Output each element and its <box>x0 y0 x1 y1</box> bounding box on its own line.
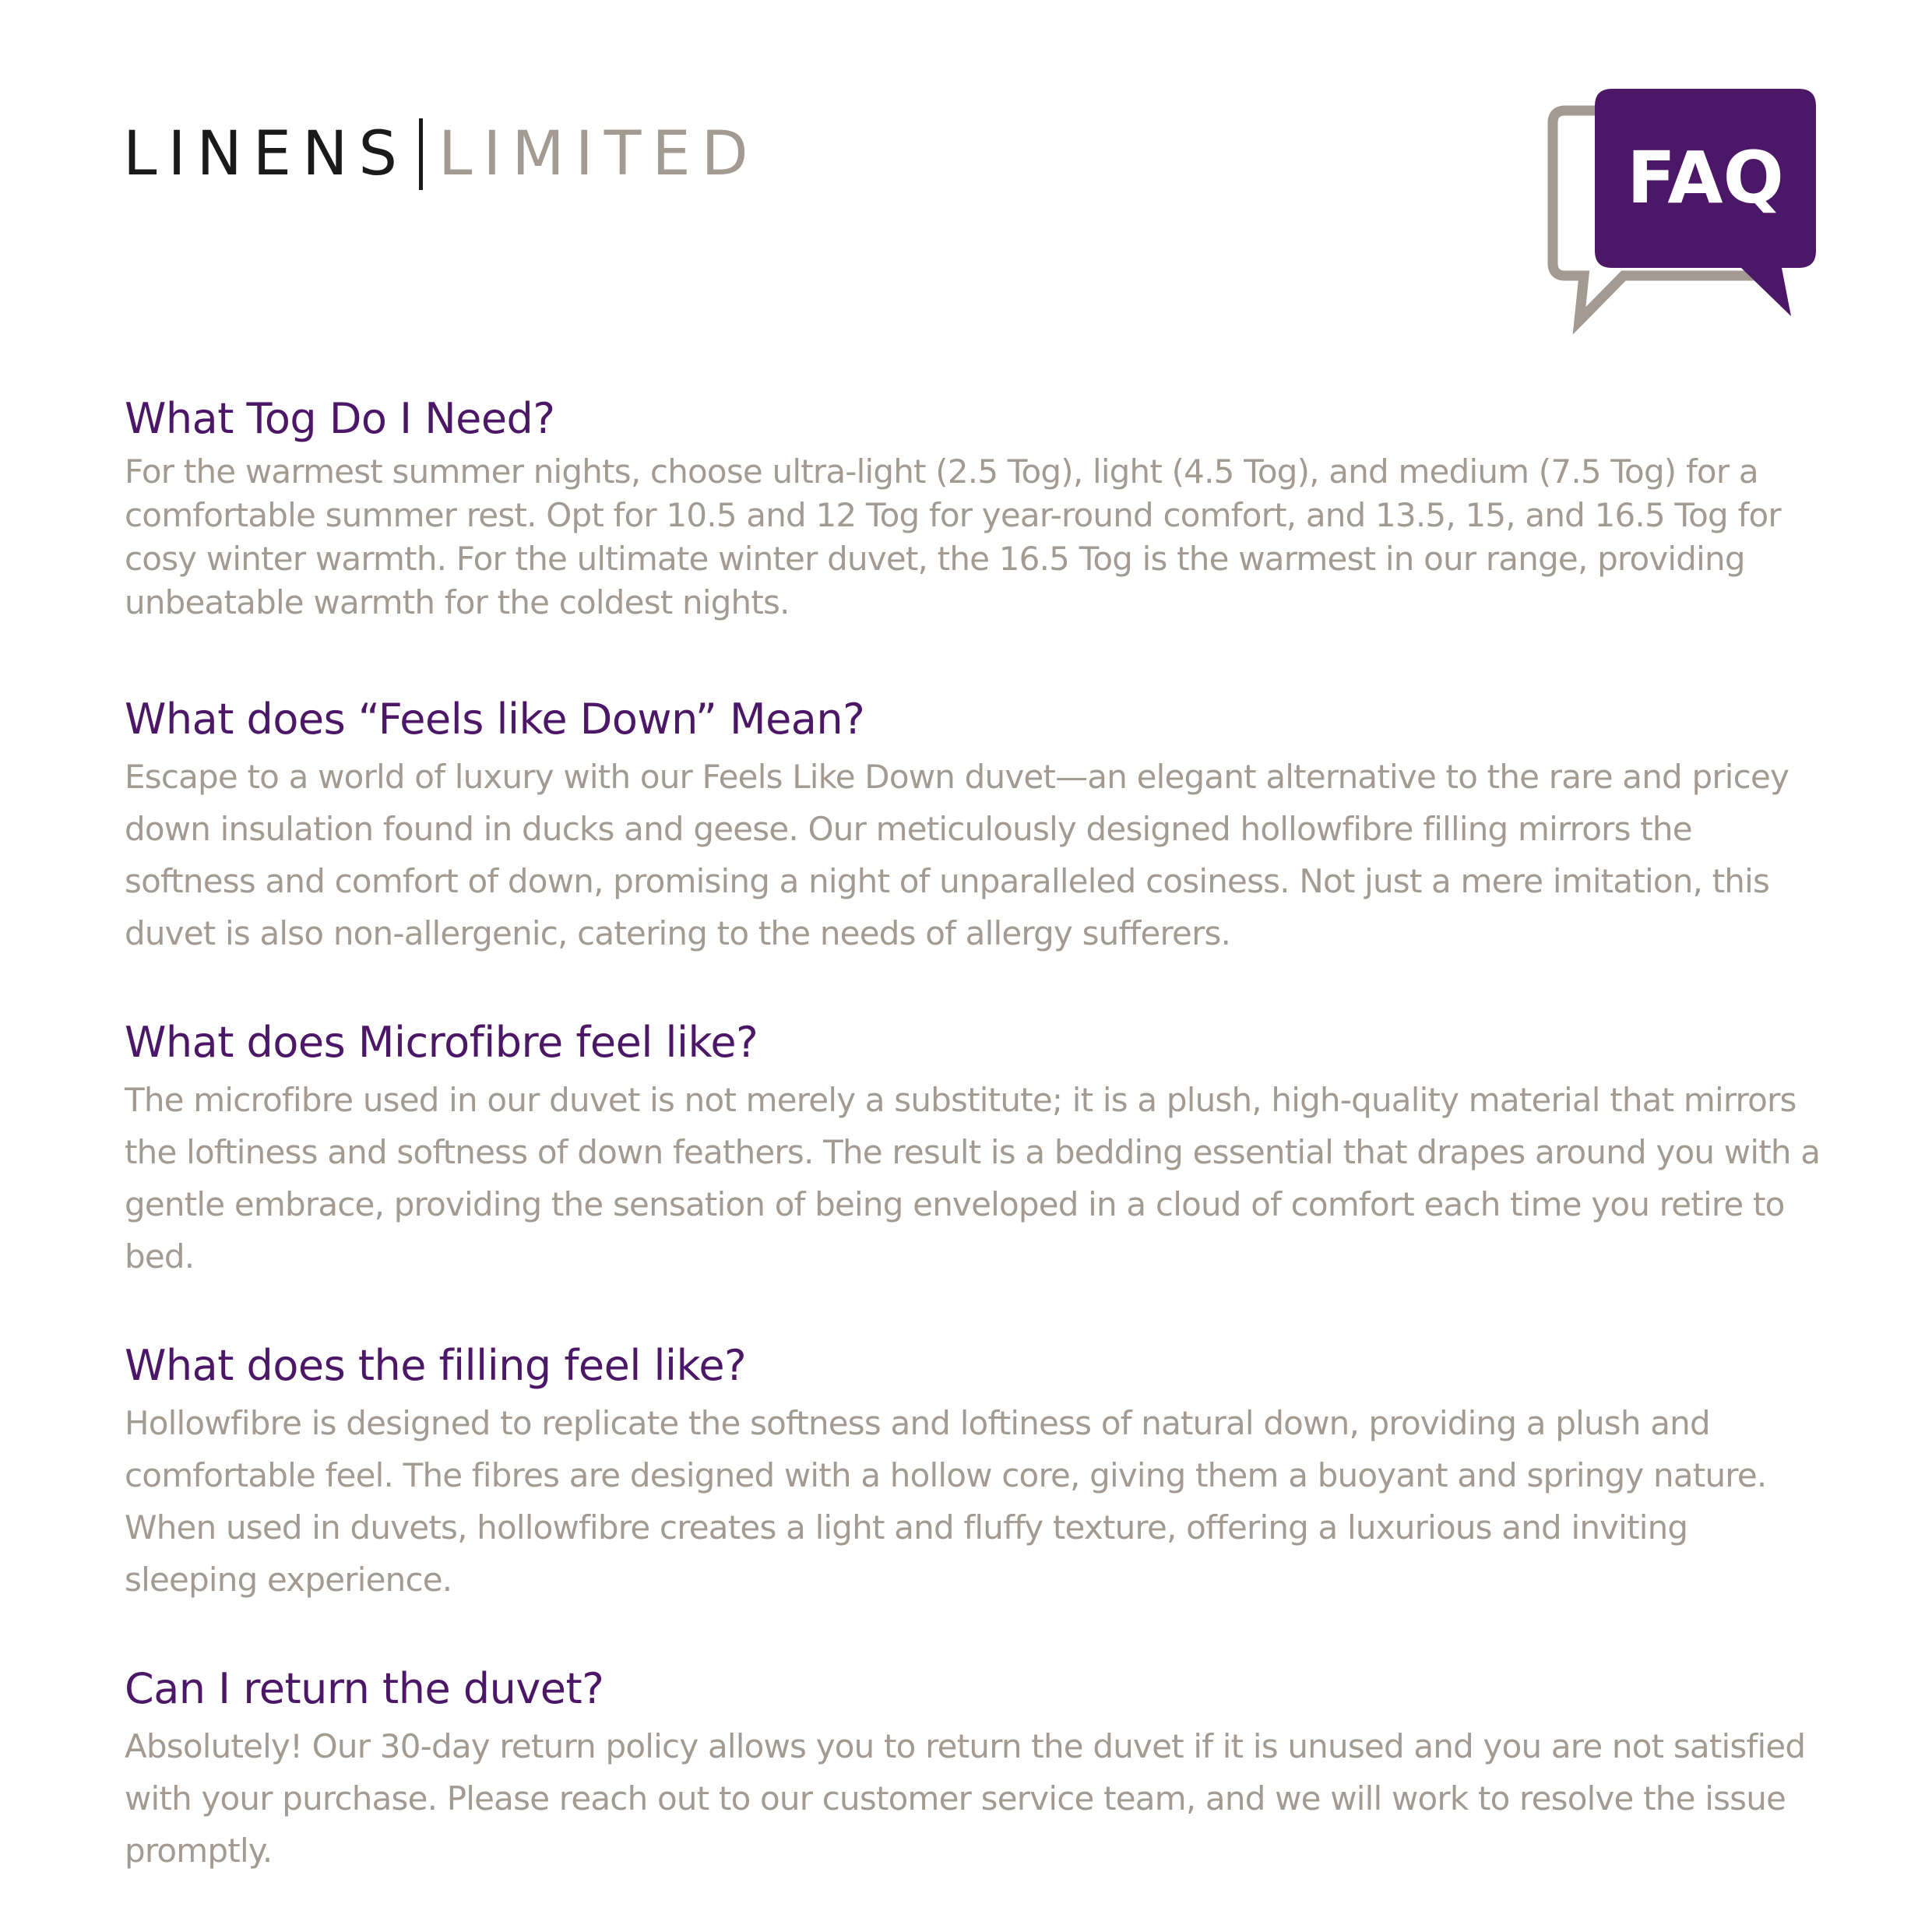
faq-list <box>125 388 1830 1877</box>
faq-question: What does Microfibre feel like? <box>125 1018 758 1067</box>
faq-answer: For the warmest summer nights, choose ultra-light (2.5 Tog), light (4.5 Tog), and medium (7.5 Tog) for a comfortable summer rest. Opt for 10.5 and 12 Tog for year-round comfort, and 13.5, 15, and 16.5 Tog for cosy winter warmth. For the ultimate winter duvet, the 16.5 Tog is the warmest in our range, providing unbeatable warmth for the coldest nights. <box>125 452 1781 621</box>
faq-question: What does “Feels like Down” Mean? <box>125 695 865 744</box>
brand-divider <box>419 118 423 190</box>
faq-item <box>125 1658 1830 1877</box>
speech-bubbles-icon <box>1526 86 1830 343</box>
faq-question: What Tog Do I Need? <box>125 394 555 443</box>
brand-logo <box>123 115 759 193</box>
faq-item <box>125 1335 1830 1606</box>
faq-question: Can I return the duvet? <box>125 1664 604 1713</box>
faq-answer: The microfibre used in our duvet is not merely a substitute; it is a plush, high-quality material that mirrors the loftiness and softness of down feathers. The result is a bedding essential that drapes around you with a gentle embrace, providing the sensation of being enveloped in a cloud of comfort each time you retire to bed. <box>125 1081 1821 1276</box>
faq-item <box>125 688 1830 959</box>
faq-answer: Escape to a world of luxury with our Feels Like Down duvet—an elegant alternative to the rare and pricey down insulation found in ducks and geese. Our meticulously designed hollowfibre filling mirrors the softness and comfort of down, promising a night of unparalleled cosiness. Not just a mere imitation, this duvet is also non-allergenic, catering to the needs of allergy sufferers. <box>125 758 1789 952</box>
faq-question: What does the filling feel like? <box>125 1341 747 1390</box>
faq-item <box>125 1012 1830 1283</box>
brand-name-linens: LINENS <box>123 119 408 189</box>
brand-name-limited: LIMITED <box>438 119 759 189</box>
faq-item <box>125 388 1830 625</box>
faq-label: FAQ <box>1627 136 1784 220</box>
faq-badge <box>1526 86 1830 343</box>
faq-answer: Hollowfibre is designed to replicate the softness and loftiness of natural down, providing a plush and comfortable feel. The fibres are designed with a hollow core, giving them a buoyant and springy nature. When used in duvets, hollowfibre creates a light and fluffy texture, offering a luxurious and inviting sleeping experience. <box>125 1404 1767 1599</box>
faq-answer: Absolutely! Our 30-day return policy allows you to return the duvet if it is unused and you are not satisfied with your purchase. Please reach out to our customer service team, and we will work to resolve the issue promptly. <box>125 1727 1806 1870</box>
